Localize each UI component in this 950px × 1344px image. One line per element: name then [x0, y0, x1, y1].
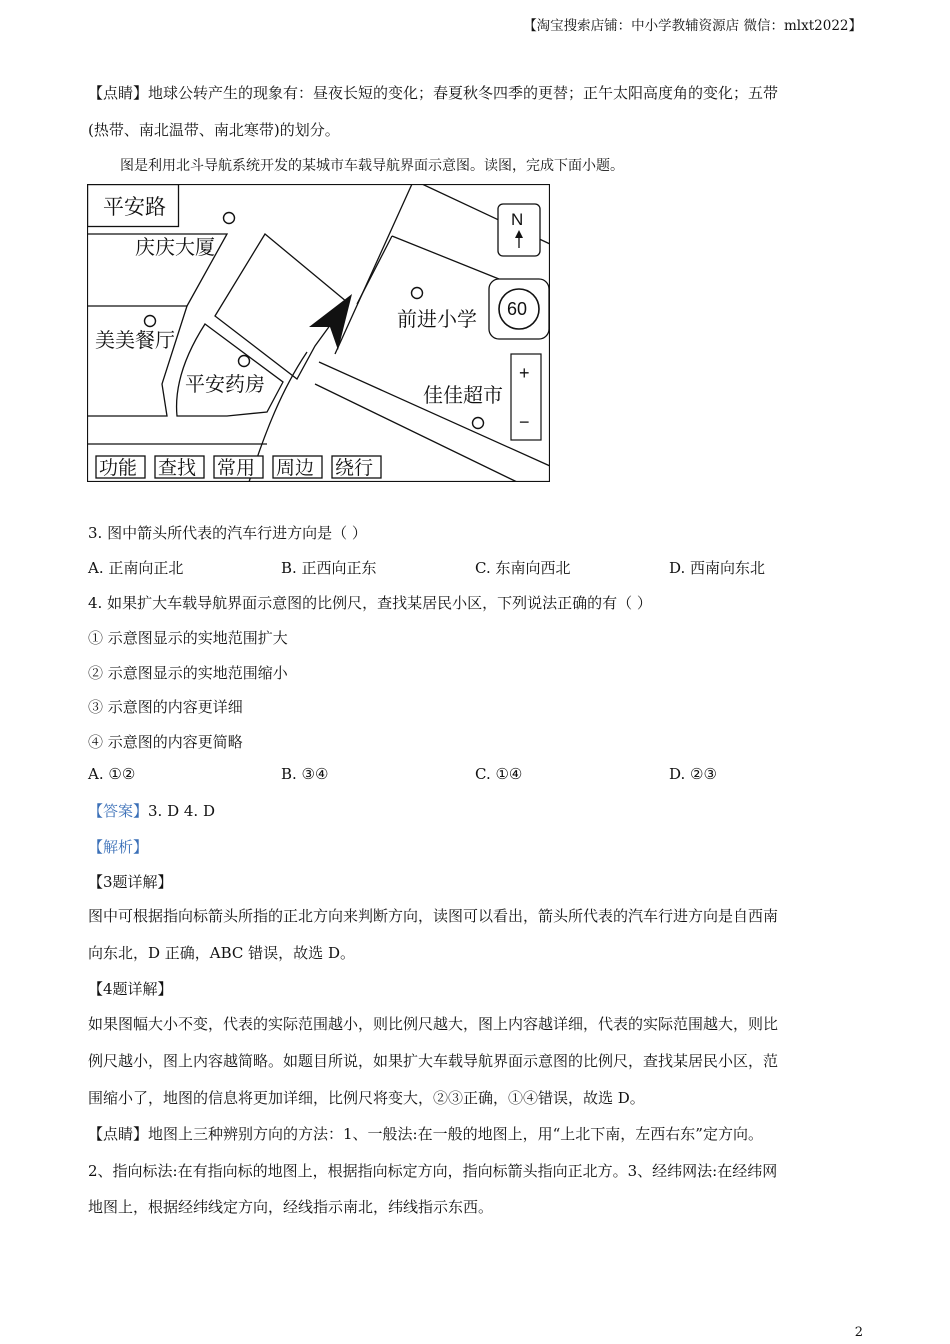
speed-limit-value: 60 — [507, 299, 528, 319]
q4-detail-line1: 如果图幅大小不变，代表的实际范围越小，则比例尺越大，图上内容越详细，代表的实际范围越大，则比 — [88, 1015, 779, 1033]
q4-item-1: ① 示意图显示的实地范围扩大 — [88, 629, 288, 647]
q4-detail-title: 【4题详解】 — [88, 980, 173, 998]
north-letter: N — [511, 210, 524, 229]
q4-stem: 4. 如果扩大车载导航界面示意图的比例尺，查找某居民小区，下列说法正确的有（ ） — [88, 594, 652, 612]
tip1-line1: 【点睛】地球公转产生的现象有：昼夜长短的变化；春夏秋冬四季的更替；正午太阳高度角的变化；五带 — [88, 84, 779, 102]
q4-item-3: ③ 示意图的内容更详细 — [88, 698, 243, 716]
poi-marker — [473, 418, 484, 429]
menu-button-favorites: 常用 — [217, 458, 256, 479]
q3-detail-title: 【3题详解】 — [88, 873, 173, 891]
q3-option-b: B. 正西向正东 — [281, 559, 377, 577]
navigation-map — [87, 184, 550, 482]
q3-option-c: C. 东南向西北 — [475, 559, 571, 577]
menu-button-nearby: 周边 — [276, 458, 315, 479]
poi-marker — [239, 356, 250, 367]
tip2-line2: 2、指向标法:在有指向标的地图上，根据指向标定方向，指向标箭头指向正北方。3、经纬网法:在经纬网 — [88, 1162, 778, 1180]
q3-stem: 3. 图中箭头所代表的汽车行进方向是（ ） — [88, 524, 367, 542]
menu-button-function: 功能 — [99, 458, 138, 479]
q4-option-b: B. ③④ — [281, 765, 329, 783]
poi-marker — [224, 213, 235, 224]
zoom-in-icon: + — [519, 363, 530, 383]
place-label: 佳佳超市 — [423, 385, 503, 407]
q3-option-d: D. 西南向东北 — [669, 559, 766, 577]
menu-button-detour: 绕行 — [335, 458, 374, 479]
tip1-line2: (热带、南北温带、南北寒带)的划分。 — [88, 121, 340, 139]
menu-button-search: 查找 — [158, 458, 197, 479]
place-label: 前进小学 — [397, 309, 477, 331]
q3-detail-line2: 向东北，D 正确，ABC 错误，故选 D。 — [88, 944, 355, 962]
tip2-line3: 地图上，根据经纬线定方向，经线指示南北，纬线指示东西。 — [88, 1198, 494, 1216]
zoom-out-icon: − — [519, 412, 530, 432]
place-label: 美美餐厅 — [95, 330, 175, 352]
q4-detail-line3: 围缩小了，地图的信息将更加详细，比例尺将变大，②③正确，①④错误，故选 D。 — [88, 1089, 645, 1107]
answer-text: 3. D 4. D — [148, 802, 215, 820]
q4-item-2: ② 示意图显示的实地范围缩小 — [88, 664, 288, 682]
q4-option-c: C. ①④ — [475, 765, 523, 783]
place-label: 平安药房 — [185, 374, 265, 396]
map-intro: 图是利用北斗导航系统开发的某城市车载导航界面示意图。读图，完成下面小题。 — [120, 158, 624, 174]
q3-option-a: A. 正南向正北 — [88, 559, 184, 577]
road-label: 平安路 — [103, 196, 166, 219]
answer-line — [88, 800, 215, 821]
answer-label: 【答案】 — [88, 802, 149, 820]
page-number: 2 — [854, 1325, 863, 1340]
poi-marker — [412, 288, 423, 299]
q4-detail-line2: 例尺越小，图上内容越简略。如题目所说，如果扩大车载导航界面示意图的比例尺，查找某居民小区，范 — [88, 1052, 779, 1070]
q4-option-d: D. ②③ — [669, 765, 717, 783]
place-label: 庆庆大厦 — [135, 237, 215, 259]
tip2-line1: 【点睛】地图上三种辨别方向的方法：1、一般法:在一般的地图上，用“上北下南，左西右东”定方向。 — [88, 1125, 763, 1143]
q4-item-4: ④ 示意图的内容更简略 — [88, 733, 243, 751]
analysis-label: 【解析】 — [88, 838, 149, 856]
header-note: 【淘宝搜索店铺：中小学教辅资源店 微信：mlxt2022】 — [523, 18, 862, 34]
q4-option-a: A. ①② — [88, 765, 136, 783]
q3-detail-line1: 图中可根据指向标箭头所指的正北方向来判断方向，读图可以看出，箭头所代表的汽车行进方向是自西南 — [88, 907, 779, 925]
poi-marker — [145, 316, 156, 327]
